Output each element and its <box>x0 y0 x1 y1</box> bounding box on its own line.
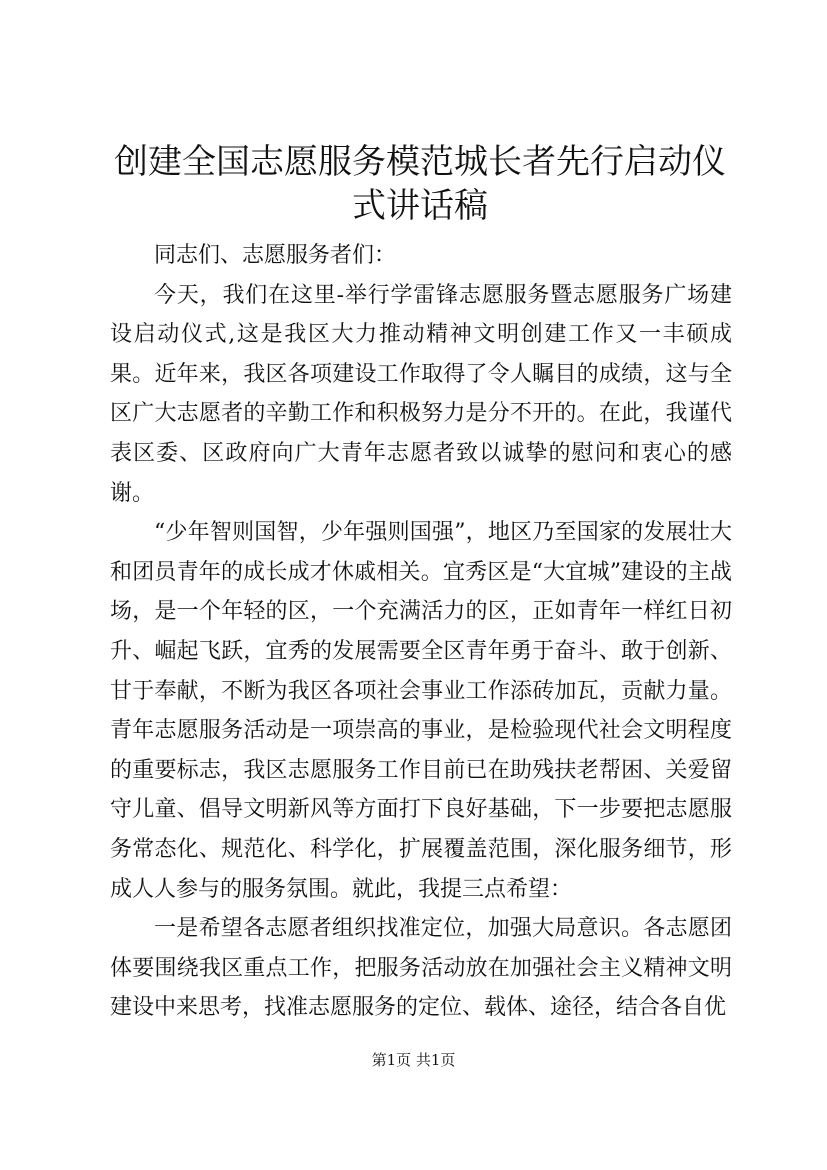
paragraph-2: “少年智则国智，少年强则国强”，地区乃至国家的发展壮大和团员青年的成长成才休戚相关。宜秀区是“大宜城”建设的主战场，是一个年轻的区，一个充满活力的区，正如青年一样红日初升、崛起飞跃，宜秀的发展需要全区青年勇于奋斗、敢于创新、甘于奉献，不断为我区各项社会事业工作添砖加瓦，贡献力量。青年志愿服务活动是一项崇高的事业，是检验现代社会文明程度的重要标志，我区志愿服务工作目前已在助残扶老帮困、关爱留守儿童、倡导文明新风等方面打下良好基础，下一步要把志愿服务常态化、规范化、科学化，扩展覆盖范围，深化服务细节，形成人人参与的服务氛围。就此，我提三点希望： <box>110 520 732 902</box>
salutation: 同志们、志愿服务者们： <box>154 243 397 268</box>
document-title: 创建全国志愿服务模范城长者先行启动仪式讲话稿 <box>114 142 726 226</box>
paragraph-3: 一是希望各志愿者组织找准定位，加强大局意识。各志愿团体要围绕我区重点工作，把服务活动放在加强社会主义精神文明建设中来思考，找准志愿服务的定位、载体、途径，结合各自优 <box>110 916 732 1021</box>
page-footer: 第1页 共1页 <box>371 1051 456 1069</box>
paragraph-1: 今天，我们在这里-举行学雷锋志愿服务暨志愿服务广场建设启动仪式,这是我区大力推动精神文明创建工作又一丰硕成果。近年来，我区各项建设工作取得了令人瞩目的成绩，这与全区广大志愿者的辛勤工作和积极努力是分不开的。在此，我谨代表区委、区政府向广大青年志愿者致以诚挚的慰问和衷心的感谢。 <box>110 282 732 506</box>
document-body <box>110 236 732 1028</box>
